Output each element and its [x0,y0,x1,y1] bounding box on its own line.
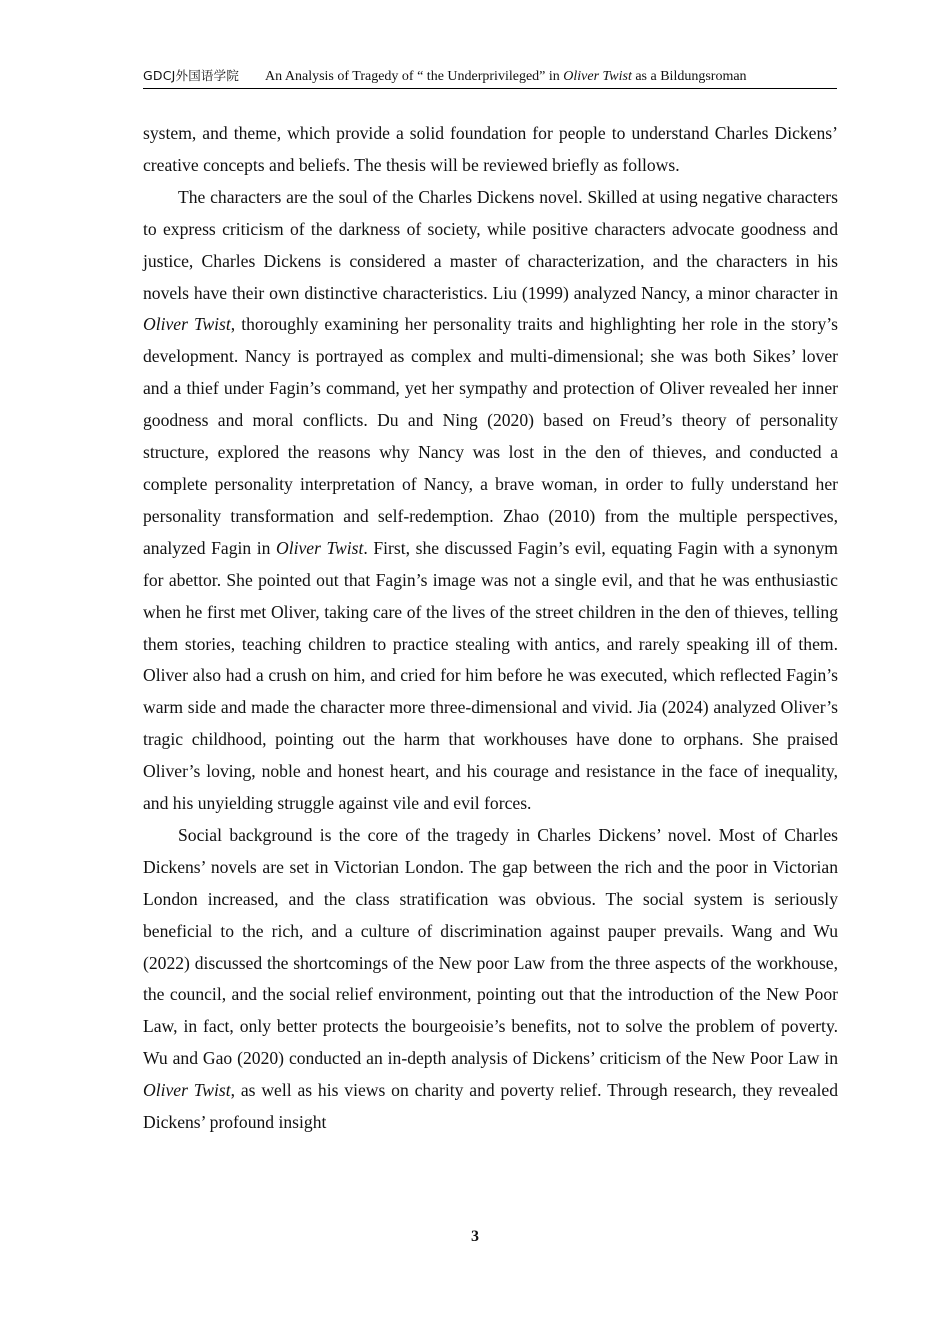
page-number: 3 [471,1228,479,1245]
book-title-italic: Oliver Twist [143,1080,231,1101]
body-text [143,118,838,1139]
paragraph-continuation [143,118,838,182]
paragraph-text: system, and theme, which provide a solid foundation for people to understand Charles Dickens’ creative concepts and beliefs. The thesis will be reviewed briefly as follows. [143,123,838,175]
book-title-italic: Oliver Twist [143,314,231,335]
book-title-italic: Oliver Twist [276,537,364,558]
running-header [143,66,837,89]
paragraph-text: , as well as his views on charity and poverty relief. Through research, they revealed Dickens’ profound insight [143,1080,839,1133]
header-title-pre: An Analysis of Tragedy of “ the Underprivileged” in [265,69,564,84]
header-title-italic: Oliver Twist [563,69,632,84]
header-institution: GDCJ外国语学院 [143,68,240,83]
paragraph-text: , thoroughly examining her personality traits and highlighting her role in the story’s development. Nancy is portrayed as complex and multi-dimensional; she was both Sikes’ lover and a thief under Fagin’s command, yet her sympathy and protection of Oliver revealed her inner goodness and moral conflicts. Du and Ning (2020) based on Freud’s theory of personality structure, explored the reasons why Nancy was lost in the den of thieves, and conducted a complete personality interpretation of Nancy, a brave woman, in order to fully understand her personality transformation and self-redemption. Zhao (2010) from the multiple perspectives, analyzed Fagin in [143,314,838,558]
paragraph-text: Social background is the core of the tragedy in Charles Dickens’ novel. Most of Charles Dickens’ novels are set in Victorian London. The gap between the rich and the poor in Victorian London increased, and the class stratification was obvious. The social system is seriously beneficial to the rich, and a culture of discrimination against pauper prevails. Wang and Wu (2022) discussed the shortcomings of the New poor Law from the three aspects of the workhouse, the council, and the social relief environment, pointing out that the introduction of the New Poor Law, in fact, only better protects the bourgeoisie’s benefits, not to solve the problem of poverty. Wu and Gao (2020) conducted an in-depth analysis of Dickens’ criticism of the New Poor Law in [143,824,838,1069]
paragraph-text: The characters are the soul of the Charles Dickens novel. Skilled at using negative characters to express criticism of the darkness of society, while positive characters advocate goodness and justice, Charles Dickens is considered a master of characterization, and the characters in his novels have their own distinctive characteristics. Liu (1999) analyzed Nancy, a minor character in [143,186,838,303]
paragraph-characters [143,182,838,820]
header-title-post: as a Bildungsroman [631,69,747,84]
paragraph-social-background [143,820,838,1139]
header-title [265,69,747,84]
paragraph-text: . First, she discussed Fagin’s evil, equating Fagin with a synonym for abettor. She pointed out that Fagin’s image was not a single evil, and that he was enthusiastic when he first met Oliver, taking care of the lives of the street children in the den of thieves, telling them stories, teaching children to practice stealing with antics, and rarely speaking ill of them. Oliver also had a crush on him, and cried for him before he was executed, which reflected Fagin’s warm side and made the character more three-dimensional and vivid. Jia (2024) analyzed Oliver’s tragic childhood, pointing out the harm that workhouses have done to orphans. She praised Oliver’s loving, noble and honest heart, and his courage and resistance in the face of inequality, and his unyielding struggle against vile and evil forces. [143,537,838,814]
